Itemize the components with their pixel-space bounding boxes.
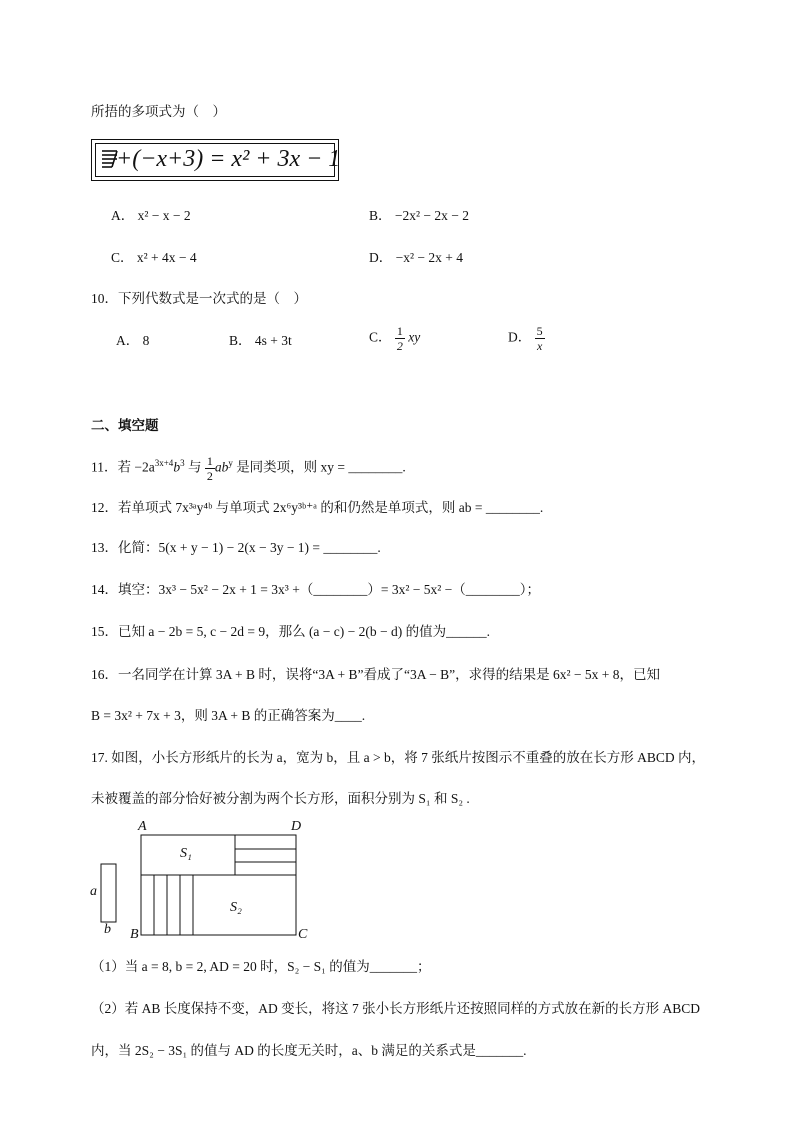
rectangle-abcd <box>141 835 296 935</box>
q17-line2: 未被覆盖的部分恰好被分割为两个长方形，面积分别为 S₁ 和 S₂ . <box>91 791 470 806</box>
q16-line1: 16．一名同学在计算 3A + B 时，误将“3A + B”看成了“3A − B”，求得的结果是 6x² − 5x + 8，已知 <box>91 667 660 682</box>
vertex-d-label: D <box>291 819 302 834</box>
q15-line: 15．已知 a − 2b = 5, c − 2d = 9，那么 (a − c) − 2(b − d) 的值为______. <box>91 624 490 639</box>
q10-option-d-label: D． <box>508 329 532 345</box>
q12-line: 12．若单项式 7x³ᵃy⁴ᵇ 与单项式 2x⁶y³ᵇ⁺ᵃ 的和仍然是单项式，则 ab = ________. <box>91 500 544 515</box>
q10-option-d <box>508 324 545 353</box>
covered-equation-text: +(−x+3) = x² + 3x − 1 <box>116 146 341 172</box>
s1-label: S₁ <box>180 846 192 861</box>
side-b-label: b <box>104 922 111 937</box>
q10-option-c-label: C． <box>369 329 392 345</box>
q10-option-b: B． 4s + 3t <box>229 333 292 348</box>
q14-line: 14．填空：3x³ − 5x² − 2x + 1 = 3x³ +（________）= 3x² − 5x² −（________）； <box>91 582 541 597</box>
vertex-b-label: B <box>130 927 139 942</box>
q10-option-c-var: xy <box>408 329 421 345</box>
fraction: $\frac{1}{2}$ <box>396 324 403 353</box>
fraction: $\frac{5}{x}$ <box>536 324 543 353</box>
section-heading: 二、填空题 <box>91 418 159 433</box>
q10-option-c <box>369 324 420 353</box>
vertex-c-label: C <box>298 927 308 942</box>
q9-stem: 所捂的多项式为（ ） <box>91 104 226 119</box>
q17-line1: 17. 如图，小长方形纸片的长为 a，宽为 b，且 a > b，将 7 张纸片按图示不重叠的放在长方形 ABCD 内， <box>91 750 705 765</box>
covered-equation-box <box>91 139 339 181</box>
q9-option-d: D． −x² − 2x + 4 <box>369 250 464 265</box>
s2-label: S₂ <box>230 900 242 915</box>
q9-option-c: C． x² + 4x − 4 <box>111 250 197 265</box>
fraction: $\frac{1}{2}$ <box>206 453 213 483</box>
q13-line: 13．化简：5(x + y − 1) − 2(x − 3y − 1) = ________. <box>91 540 381 555</box>
q10-stem: 10．下列代数式是一次式的是（ ） <box>91 291 307 306</box>
q17-sub1: （1）当 a = 8, b = 2, AD = 20 时，S₂ − S₁ 的值为_______； <box>91 959 431 974</box>
q11-line: 11．若 $-2a^{3x+4}b^3$ 与 $\frac{1}{2}$ $ab^y$ 是同类项，则 xy = ________. <box>91 453 406 483</box>
small-rectangle <box>101 864 116 922</box>
q9-option-a: A． x² − x − 2 <box>111 208 191 223</box>
rectangle-diagram-svg <box>88 818 328 943</box>
q17-sub2: （2）若 AB 长度保持不变，AD 变长，将这 7 张小长方形纸片还按照同样的方式放在新的长方形 ABCD <box>91 1001 701 1016</box>
q16-line2: B = 3x² + 7x + 3，则 3A + B 的正确答案为____. <box>91 708 366 723</box>
q10-option-a: A． 8 <box>116 333 150 348</box>
q17-sub3: 内，当 2S₂ − 3S₁ 的值与 AD 的长度无关时，a、b 满足的关系式是_______. <box>91 1043 527 1058</box>
q9-option-b: B． −2x² − 2x − 2 <box>369 208 470 223</box>
vertex-a-label: A <box>138 819 147 834</box>
rectangle-diagram <box>88 818 328 948</box>
side-a-label: a <box>90 884 97 899</box>
